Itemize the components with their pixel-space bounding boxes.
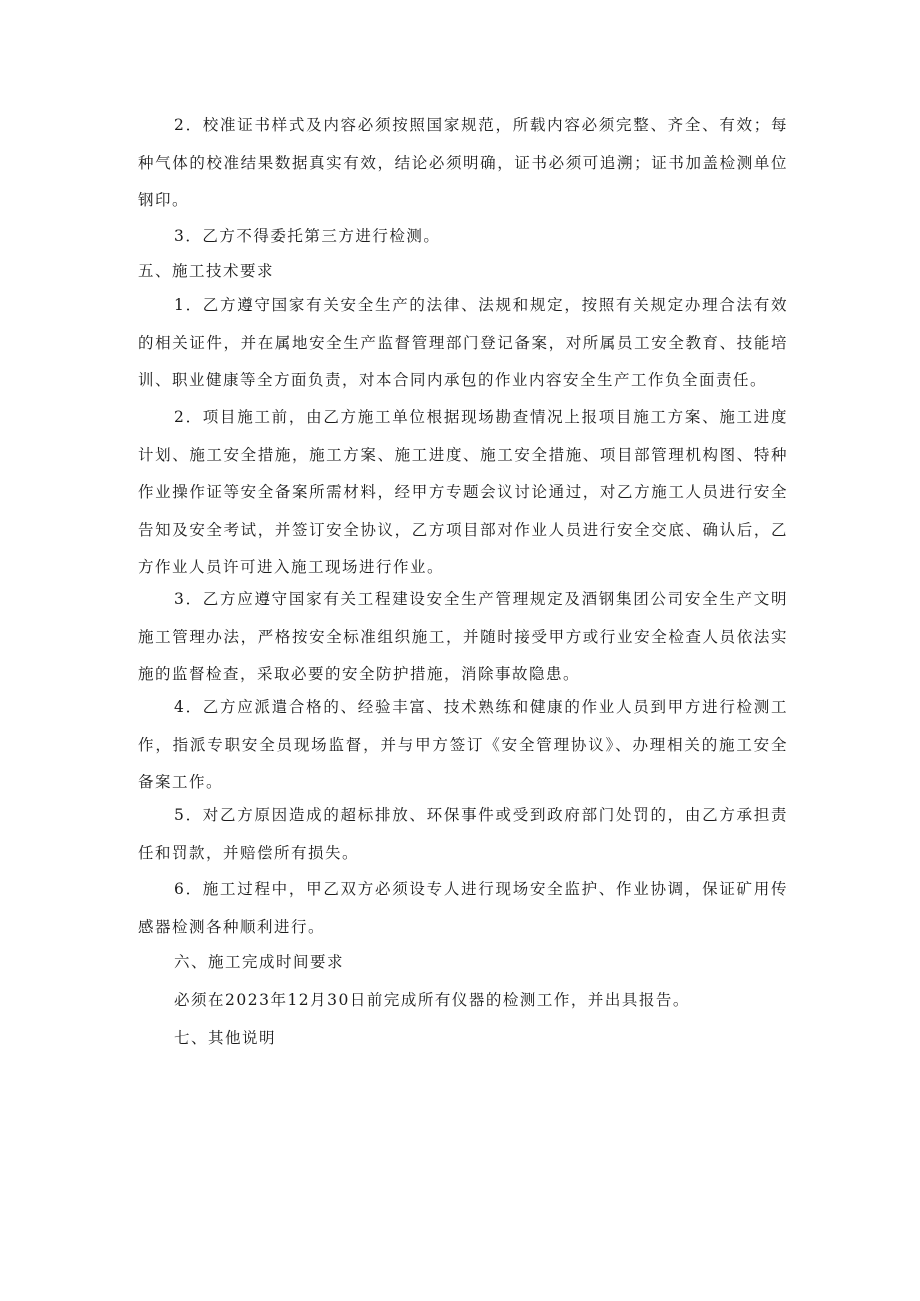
section-5-item-5: 5．对乙方原因造成的超标排放、环保事件或受到政府部门处罚的，由乙方承担责任和罚款，并赔偿所有损失。 [138, 806, 788, 862]
section-6-text: 必须在2023年12月30日前完成所有仪器的检测工作，并出具报告。 [174, 991, 690, 1009]
section-5-item-6: 6．施工过程中，甲乙双方必须设专人进行现场安全监护、作业协调，保证矿用传感器检测各种顺利进行。 [138, 880, 788, 936]
section-5-item-2: 2．项目施工前，由乙方施工单位根据现场勘查情况上报项目施工方案、施工进度计划、施工安全措施，施工方案、施工进度、施工安全措施、项目部管理机构图、特种作业操作证等安全备案所需材料，经甲方专题会议讨论通过，对乙方施工人员进行安全告知及安全考试，并签订安全协议，乙方项目部对作业人员进行安全交底、确认后，乙方作业人员许可进入施工现场进行作业。 [138, 408, 788, 576]
section-5-item-3: 3．乙方应遵守国家有关工程建设安全生产管理规定及酒钢集团公司安全生产文明施工管理办法，严格按安全标准组织施工，并随时接受甲方或行业安全检查人员依法实施的监督检查，采取必要的安全防护措施，消除事故隐患。 [138, 590, 788, 683]
calibration-item-2: 2．校准证书样式及内容必须按照国家规范，所载内容必须完整、齐全、有效；每种气体的校准结果数据真实有效，结论必须明确，证书必须可追溯；证书加盖检测单位钢印。 [138, 116, 788, 209]
section-6-heading: 六、施工完成时间要求 [174, 953, 345, 971]
section-5-item-4: 4．乙方应派遣合格的、经验丰富、技术熟练和健康的作业人员到甲方进行检测工作，指派专职安全员现场监督，并与甲方签订《安全管理协议》、办理相关的施工安全备案工作。 [138, 698, 788, 791]
section-5-item-1: 1．乙方遵守国家有关安全生产的法律、法规和规定，按照有关规定办理合法有效的相关证件，并在属地安全生产监督管理部门登记备案，对所属员工安全教育、技能培训、职业健康等全方面负责，对本合同内承包的作业内容安全生产工作负全面责任。 [138, 296, 788, 389]
calibration-item-3: 3．乙方不得委托第三方进行检测。 [174, 227, 441, 245]
section-7-heading: 七、其他说明 [174, 1029, 277, 1047]
section-5-heading: 五、施工技术要求 [138, 262, 275, 280]
